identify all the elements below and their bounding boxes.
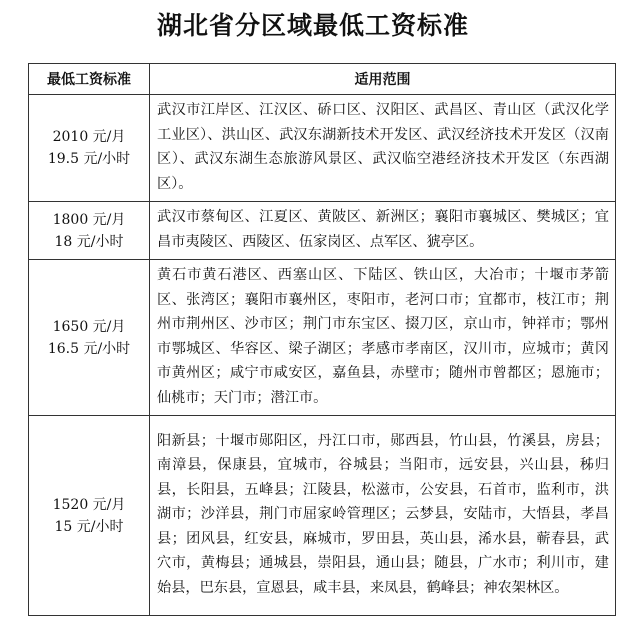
header-scope: 适用范围 — [150, 64, 616, 95]
standard-cell — [29, 95, 150, 202]
monthly-wage: 1650 元/月 — [52, 318, 126, 335]
hourly-wage: 16.5 元/小时 — [47, 340, 131, 357]
hourly-wage: 15 元/小时 — [54, 518, 124, 535]
table-row — [29, 416, 616, 616]
page-title: 湖北省分区域最低工资标准 — [156, 11, 469, 40]
hourly-wage: 19.5 元/小时 — [47, 151, 131, 167]
standard-cell — [29, 202, 150, 260]
header-standard: 最低工资标准 — [29, 64, 150, 95]
standard-cell — [29, 260, 150, 416]
table-header-row — [29, 64, 616, 95]
table-row — [29, 95, 616, 202]
monthly-wage: 2010 元/月 — [52, 129, 126, 145]
monthly-wage: 1520 元/月 — [52, 496, 126, 513]
standard-cell — [29, 416, 150, 616]
minimum-wage-table — [28, 63, 616, 616]
scope-cell: 武汉市江岸区、江汉区、硚口区、汉阳区、武昌区、青山区（武汉化学工业区）、洪山区、武汉东湖新技术开发区、武汉经济技术开发区（汉南区）、武汉东湖生态旅游风景区、武汉临空港经济技术开发区（东西湖区）。 — [150, 95, 616, 202]
hourly-wage: 18 元/小时 — [54, 233, 124, 250]
table-row — [29, 202, 616, 260]
scope-cell: 黄石市黄石港区、西塞山区、下陆区、铁山区，大冶市；十堰市茅箭区、张湾区；襄阳市襄州区，枣阳市，老河口市；宜都市，枝江市；荆州市荆州区、沙市区；荆门市东宝区、掇刀区，京山市，钟祥市；鄂州市鄂城区、华容区、梁子湖区；孝感市孝南区，汉川市，应城市；黄冈市黄州区；咸宁市咸安区，嘉鱼县，赤壁市；随州市曾都区；恩施市；仙桃市；天门市；潜江市。 — [150, 260, 616, 416]
monthly-wage: 1800 元/月 — [52, 211, 126, 228]
table-row — [29, 260, 616, 416]
scope-cell: 武汉市蔡甸区、江夏区、黄陂区、新洲区；襄阳市襄城区、樊城区；宜昌市夷陵区、西陵区、伍家岗区、点军区、猇亭区。 — [150, 202, 616, 260]
scope-cell: 阳新县；十堰市郧阳区，丹江口市，郧西县，竹山县，竹溪县，房县；南漳县，保康县，宜城市，谷城县；当阳市，远安县，兴山县，秭归县，长阳县，五峰县；江陵县，松滋市，公安县，石首市，监利市，洪湖市；沙洋县，荆门市屈家岭管理区；云梦县，安陆市，大悟县，孝昌县；团风县，红安县，麻城市，罗田县，英山县，浠水县，蕲春县，武穴市，黄梅县；通城县，崇阳县，通山县；随县，广水市；利川市，建始县，巴东县，宣恩县，咸丰县，来凤县，鹤峰县；神农架林区。 — [150, 416, 616, 616]
